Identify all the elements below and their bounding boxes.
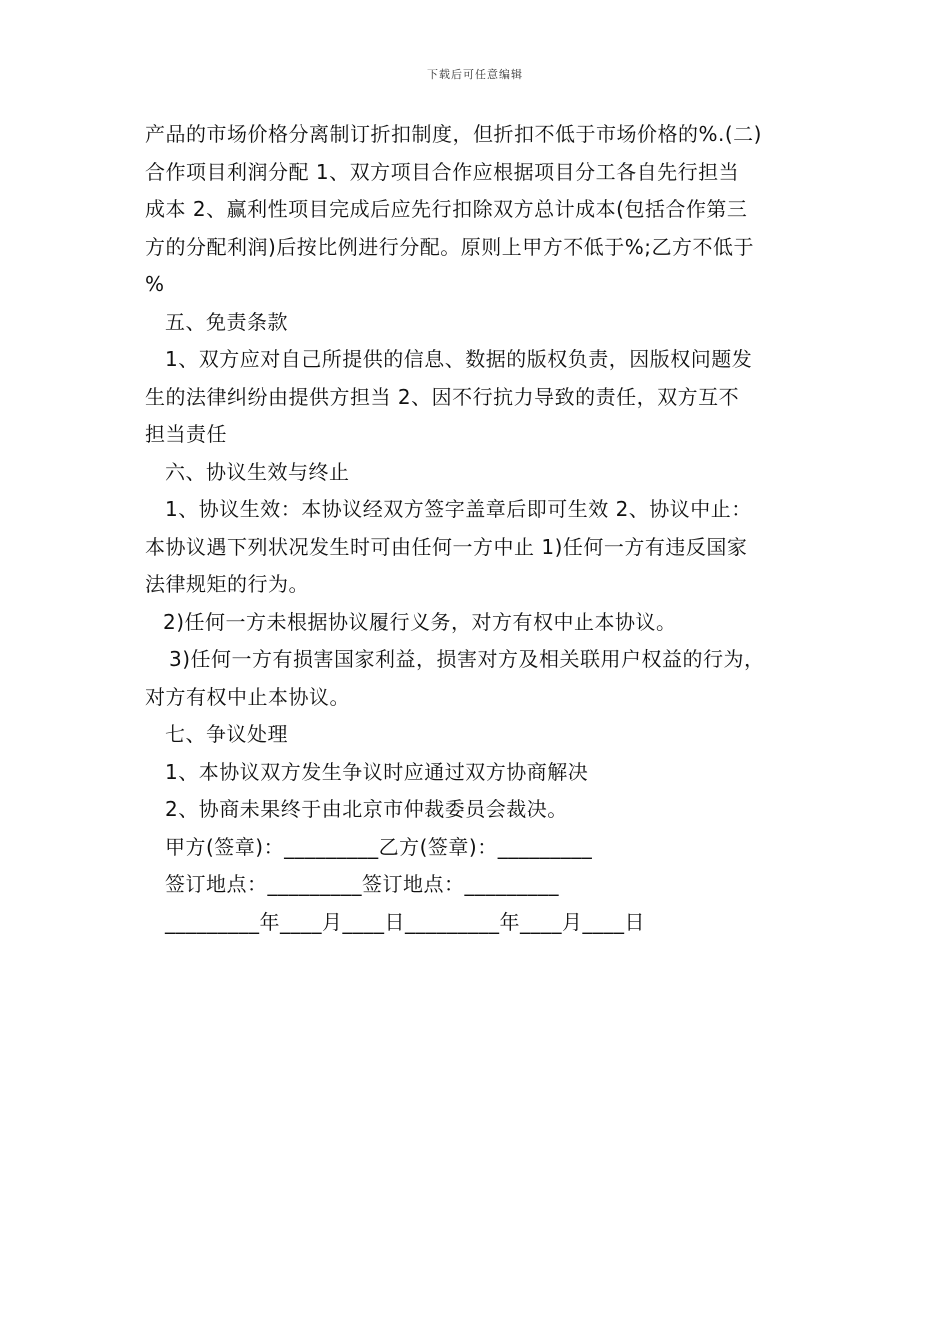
section-heading-disclaimer: 五、免责条款: [165, 309, 288, 334]
signature-line: 甲方(签章)：_________乙方(签章)：_________: [165, 834, 593, 859]
paragraph-line: 法律规矩的行为。: [145, 572, 309, 596]
section-heading-dispute: 七、争议处理: [165, 722, 288, 746]
paragraph-line: 方的分配利润)后按比例进行分配。原则上甲方不低于%;乙方不低于: [145, 234, 755, 259]
paragraph-line: 对方有权中止本协议。: [145, 684, 350, 709]
signing-place-line: 签订地点：_________签订地点：_________: [165, 872, 559, 896]
paragraph-line: 1、协议生效：本协议经双方签字盖章后即可生效 2、协议中止：: [165, 497, 752, 521]
paragraph-line: %: [145, 272, 165, 296]
paragraph-line: 担当责任: [145, 422, 227, 446]
document-body: [145, 116, 815, 941]
paragraph-line: 本协议遇下列状况发生时可由任何一方中止 1)任何一方有违反国家: [145, 534, 748, 559]
paragraph-line: 成本 2、赢利性项目完成后应先行扣除双方总计成本(包括合作第三: [145, 197, 748, 221]
page-header: 下载后可任意编辑: [427, 68, 523, 81]
date-line: _________年____月____日_________年____月____日: [165, 909, 645, 934]
paragraph-line: 产品的市场价格分离制订折扣制度，但折扣不低于市场价格的%.(二): [145, 122, 762, 146]
paragraph-line: 生的法律纠纷由提供方担当 2、因不行抗力导致的责任，双方互不: [145, 384, 740, 409]
paragraph-line: 2、协商未果终于由北京市仲裁委员会裁决。: [165, 797, 568, 821]
paragraph-line: 3)任何一方有损害国家利益，损害对方及相关联用户权益的行为，: [169, 647, 765, 671]
paragraph-line: 合作项目利润分配 1、双方项目合作应根据项目分工各自先行担当: [145, 159, 740, 184]
section-heading-effectiveness: 六、协议生效与终止: [165, 459, 350, 484]
paragraph-line: 2)任何一方未根据协议履行义务，对方有权中止本协议。: [163, 609, 677, 634]
paragraph-line: 1、本协议双方发生争议时应通过双方协商解决: [165, 759, 589, 784]
paragraph-line: 1、双方应对自己所提供的信息、数据的版权负责，因版权问题发: [165, 347, 753, 371]
